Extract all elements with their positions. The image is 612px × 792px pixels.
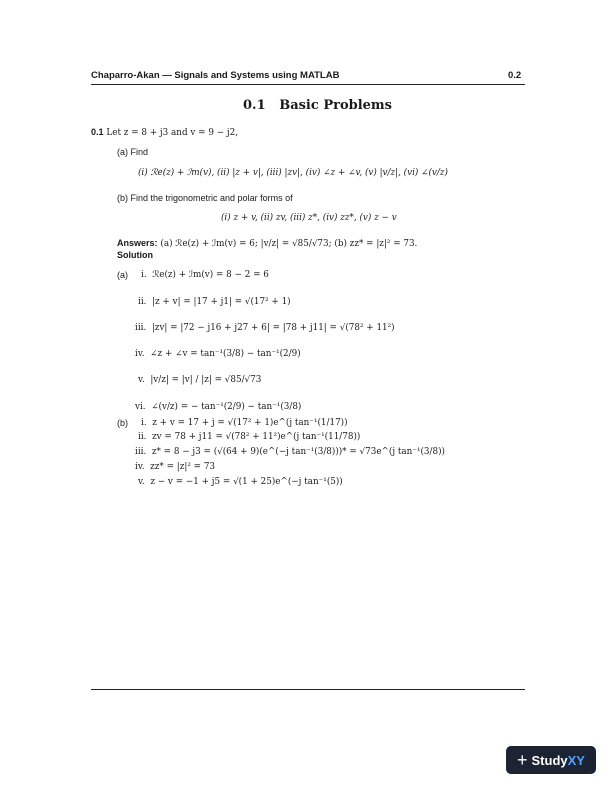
item-number: iii. xyxy=(135,447,147,457)
item-number: i. xyxy=(141,418,147,428)
item-text: |v/z| = |v| / |z| = √85/√73 xyxy=(150,375,262,385)
part-a-items: (i) ℛe(z) + ℐm(v), (ii) |z + v|, (iii) |zv|, (iv) ∠z + ∠v, (v) |v/z|, (vi) ∠(v/z) xyxy=(138,168,448,178)
solution-b-item xyxy=(135,447,445,457)
header-rule xyxy=(91,84,525,85)
solution-b-item xyxy=(141,418,348,428)
solution-a-item xyxy=(138,297,291,307)
solution-b-item xyxy=(138,477,343,487)
item-number: iv. xyxy=(135,349,145,359)
logo-word-xy: XY xyxy=(567,752,585,768)
running-header-title: Chaparro-Akan — Signals and Systems using MATLAB xyxy=(91,70,340,81)
plus-icon: + xyxy=(517,750,528,770)
item-text: zv = 78 + j11 = √(78² + 11²)e^(j tan⁻¹(11/78)) xyxy=(152,432,361,442)
solution-label: Solution xyxy=(117,250,153,260)
answers-line xyxy=(117,238,417,249)
solution-a-item xyxy=(135,402,301,412)
solution-a-item xyxy=(135,323,395,333)
item-number: vi. xyxy=(135,402,146,412)
part-b-items: (i) z + v, (ii) zv, (iii) z*, (iv) zz*, (v) z − v xyxy=(221,213,397,223)
item-text: ∠z + ∠v = tan⁻¹(3/8) − tan⁻¹(2/9) xyxy=(150,349,301,359)
item-number: ii. xyxy=(138,432,147,442)
problem-statement xyxy=(91,127,238,138)
item-number: iii. xyxy=(135,323,147,333)
item-text: |zv| = |72 − j16 + j27 + 6| = |78 + j11| = √(78² + 11²) xyxy=(151,323,395,333)
item-number: ii. xyxy=(138,297,147,307)
section-number: 0.1 xyxy=(243,98,266,113)
item-number: i. xyxy=(141,270,147,280)
solution-a-label: (a) xyxy=(117,270,128,280)
item-text: ℛe(z) + ℐm(v) = 8 − 2 = 6 xyxy=(152,270,269,280)
running-header-page: 0.2 xyxy=(508,70,522,81)
item-text: z − v = −1 + j5 = √(1 + 25)e^(−j tan⁻¹(5)) xyxy=(150,477,343,487)
part-b-label: (b) Find the trigonometric and polar forms of xyxy=(117,193,293,203)
item-text: |z + v| = |17 + j1| = √(17² + 1) xyxy=(152,297,291,307)
part-a-label: (a) Find xyxy=(117,147,149,157)
problem-text: Let z = 8 + j3 and v = 9 − j2, xyxy=(106,128,239,138)
solution-b-item xyxy=(138,432,360,442)
problem-number: 0.1 xyxy=(91,127,104,137)
section-heading: Basic Problems xyxy=(279,98,392,113)
item-text: z + v = 17 + j = √(17² + 1)e^(j tan⁻¹(1/17)) xyxy=(152,418,348,428)
studyxy-logo xyxy=(506,746,596,774)
item-number: iv. xyxy=(135,462,145,472)
item-number: v. xyxy=(138,477,145,487)
footer-rule xyxy=(91,689,525,690)
solution-b-label: (b) xyxy=(117,418,128,428)
item-number: v. xyxy=(138,375,145,385)
solution-a-item xyxy=(138,375,261,385)
logo-word-study: Study xyxy=(531,752,568,768)
item-text: zz* = |z|² = 73 xyxy=(150,462,216,472)
solution-a-item xyxy=(135,349,301,359)
item-text: z* = 8 − j3 = (√(64 + 9)(e^(−j tan⁻¹(3/8)))* = √73e^(j tan⁻¹(3/8)) xyxy=(151,447,445,457)
answers-text: (a) ℛe(z) + ℐm(v) = 6; |v/z| = √85/√73; (b) zz* = |z|² = 73. xyxy=(160,239,418,249)
section-title xyxy=(243,98,392,113)
solution-b-item xyxy=(135,462,215,472)
item-text: ∠(v/z) = − tan⁻¹(2/9) − tan⁻¹(3/8) xyxy=(151,402,302,412)
answers-label: Answers: xyxy=(117,238,158,248)
solution-a-item xyxy=(141,270,269,280)
